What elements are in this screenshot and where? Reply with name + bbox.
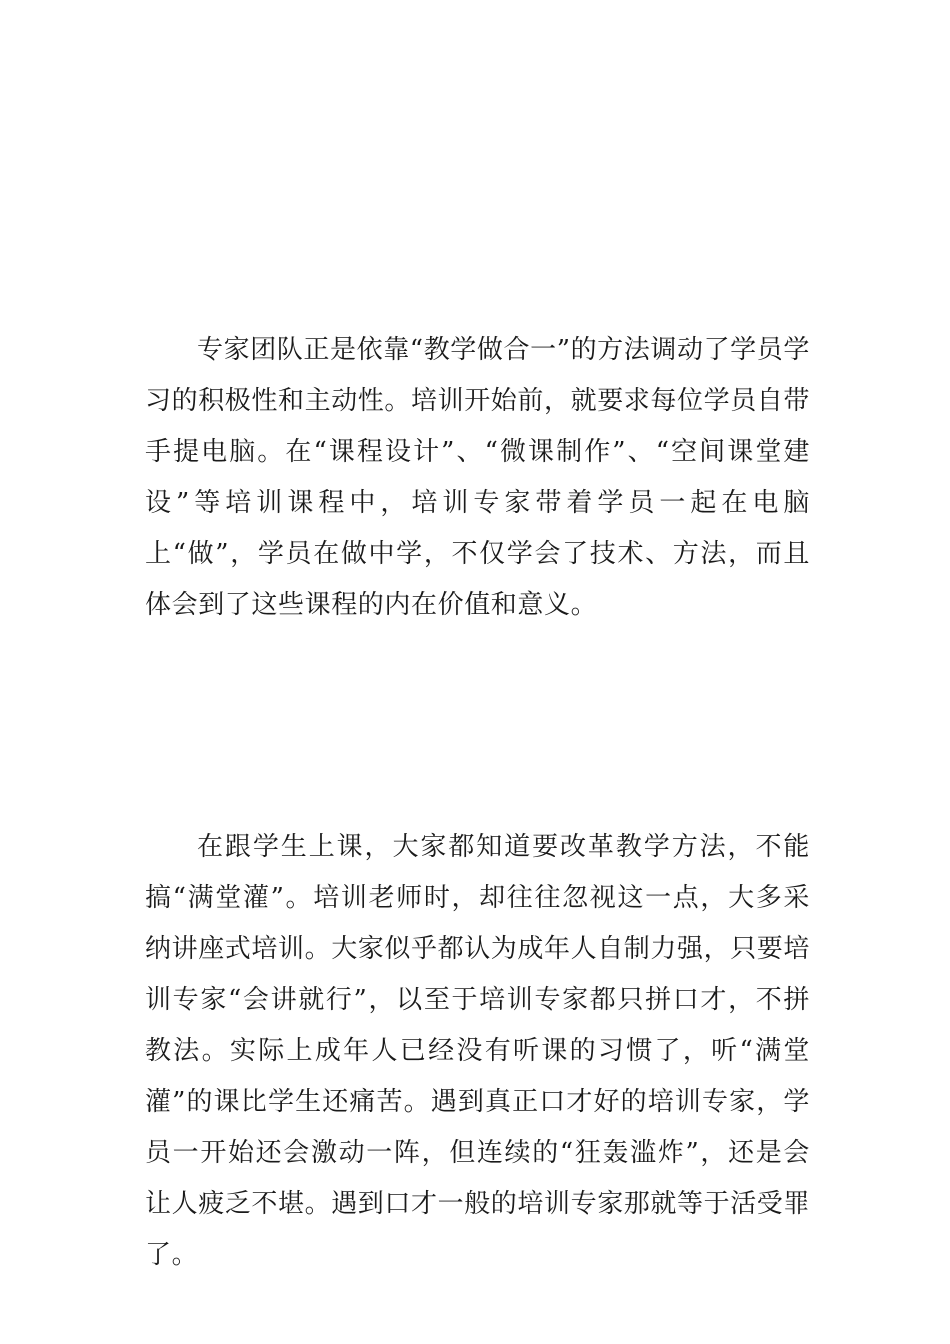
body-paragraph-2: 在跟学生上课，大家都知道要改革教学方法，不能搞“满堂灌”。培训老师时，却往往忽视这一点，大多采纳讲座式培训。大家似乎都认为成年人自制力强，只要培训专家“会讲就行”，以至于培训专家都只拼口才，不拼教法。实际上成年人已经没有听课的习惯了，听“满堂灌”的课比学生还痛苦。遇到真正口才好的培训专家，学员一开始还会激动一阵，但连续的“狂轰滥炸”，还是会让人疲乏不堪。遇到口才一般的培训专家那就等于活受罪了。 [145,832,811,1270]
body-paragraph-1: 专家团队正是依靠“教学做合一”的方法调动了学员学习的积极性和主动性。培训开始前，就要求每位学员自带手提电脑。在“课程设计”、“微课制作”、“空间课堂建设”等培训课程中，培训专家带着学员一起在电脑上“做”，学员在做中学，不仅学会了技术、方法，而且体会到了这些课程的内在价值和意义。 [145,335,811,620]
